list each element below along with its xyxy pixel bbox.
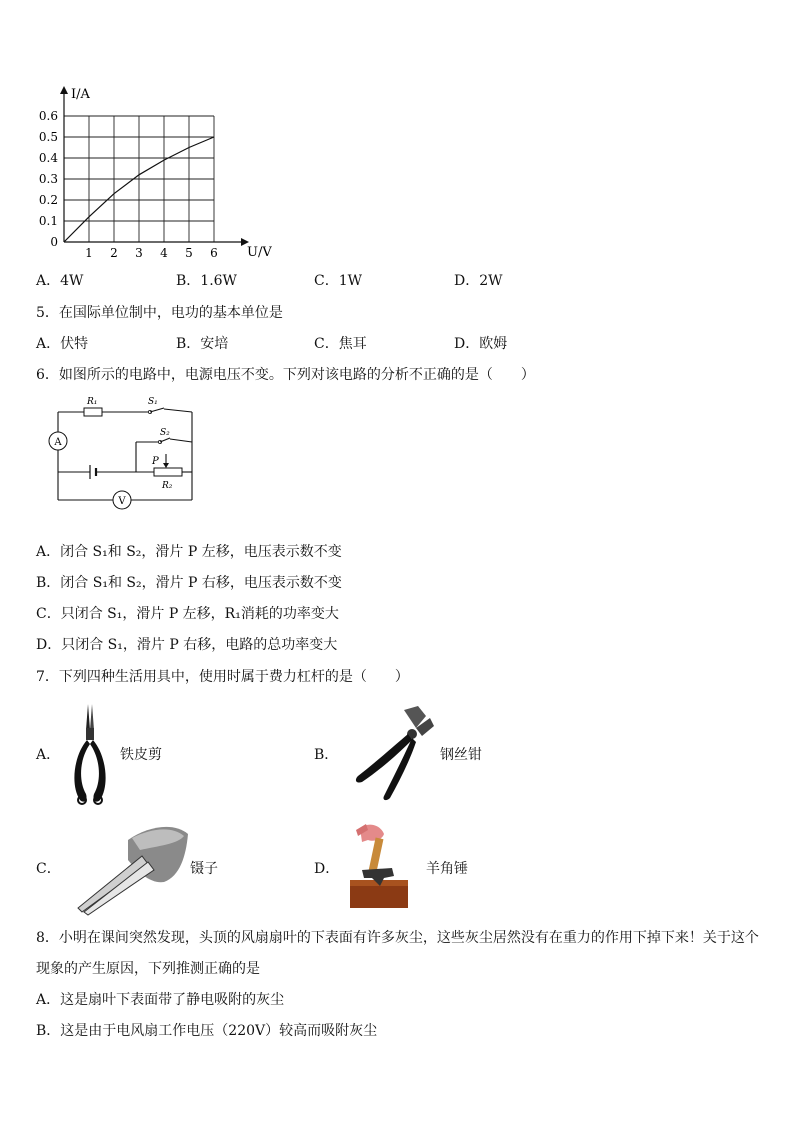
q5-option-c: C．焦耳 xyxy=(314,336,367,352)
q8-option-a: A．这是扇叶下表面带了静电吸附的灰尘 xyxy=(36,992,285,1008)
q7-item-c-name: 镊子 xyxy=(190,861,218,877)
y-tick-label: 0.3 xyxy=(38,172,58,186)
y-tick-label: 0.1 xyxy=(38,214,58,228)
q7-stem: 7．下列四种生活用具中，使用时属于费力杠杆的是（ ） xyxy=(36,669,409,685)
q4-option-b: B．1.6W xyxy=(176,273,237,289)
wire-pliers-icon xyxy=(346,704,436,804)
q6-option-c: C．只闭合 S₁，滑片 P 左移，R₁消耗的功率变大 xyxy=(36,606,339,622)
q5-stem: 5．在国际单位制中，电功的基本单位是 xyxy=(36,305,283,321)
q8-option-b: B．这是由于电风扇工作电压（220V）较高而吸附灰尘 xyxy=(36,1023,378,1039)
y-tick-label: 0 xyxy=(50,235,58,249)
label-s1: S₁ xyxy=(148,397,158,407)
q7-item-b-name: 钢丝钳 xyxy=(440,747,482,763)
circuit-diagram xyxy=(44,392,204,516)
q4-option-d: D．2W xyxy=(454,273,503,289)
q7-item-d-name: 羊角锤 xyxy=(426,861,468,877)
q5-option-d: D．欧姆 xyxy=(454,336,508,352)
resistor-r1 xyxy=(84,408,102,416)
q7-item-b-letter: B． xyxy=(314,747,339,763)
tin-snips-icon xyxy=(66,700,116,810)
y-axis-label: I/A xyxy=(71,87,90,102)
switch-s2 xyxy=(160,438,170,442)
q6-stem: 6．如图所示的电路中，电源电压不变。下列对该电路的分析不正确的是（ ） xyxy=(36,367,535,383)
voltmeter-label: V xyxy=(118,496,126,507)
q7-item-d-letter: D． xyxy=(314,861,340,877)
x-tick-label: 2 xyxy=(110,246,118,260)
q6-option-d: D．只闭合 S₁，滑片 P 右移，电路的总功率变大 xyxy=(36,637,338,653)
claw-hammer-icon xyxy=(346,820,412,910)
y-tick-label: 0.2 xyxy=(38,193,58,207)
q6-option-a: A．闭合 S₁和 S₂，滑片 P 左移，电压表示数不变 xyxy=(36,544,342,560)
q7-item-a-letter: A． xyxy=(36,747,61,763)
q8-stem-line2: 现象的产生原因，下列推测正确的是 xyxy=(36,961,260,977)
y-axis-arrow xyxy=(60,86,68,94)
tweezers-icon xyxy=(68,820,192,916)
x-tick-label: 3 xyxy=(135,246,143,260)
q4-option-c: C．1W xyxy=(314,273,363,289)
label-r1: R₁ xyxy=(87,397,98,407)
q4-option-a: A．4W xyxy=(36,273,84,289)
rheostat-r2 xyxy=(154,468,182,476)
q7-item-c-letter: C． xyxy=(36,861,61,877)
x-axis-label: U/V xyxy=(247,245,272,260)
y-tick-label: 0.4 xyxy=(38,151,58,165)
x-tick-label: 4 xyxy=(160,246,168,260)
switch-s1 xyxy=(150,408,164,412)
label-s2: S₂ xyxy=(160,428,170,438)
x-tick-label: 1 xyxy=(85,246,93,260)
x-tick-label: 6 xyxy=(210,246,218,260)
q7-item-a-name: 铁皮剪 xyxy=(120,747,162,763)
y-tick-label: 0.6 xyxy=(38,109,58,123)
q8-stem-line1: 8．小明在课间突然发现，头顶的风扇扇叶的下表面有许多灰尘，这些灰尘居然没有在重力的作用下掉下来！关于这个 xyxy=(36,930,759,946)
iu-graph xyxy=(36,84,286,264)
q5-option-a: A．伏特 xyxy=(36,336,89,352)
y-tick-label: 0.5 xyxy=(38,130,58,144)
q6-option-b: B．闭合 S₁和 S₂，滑片 P 右移，电压表示数不变 xyxy=(36,575,342,591)
q5-option-b: B．安培 xyxy=(176,336,229,352)
x-tick-label: 5 xyxy=(185,246,193,260)
label-r2: R₂ xyxy=(162,481,173,491)
ammeter-label: A xyxy=(54,437,62,448)
label-p: P xyxy=(152,456,159,467)
